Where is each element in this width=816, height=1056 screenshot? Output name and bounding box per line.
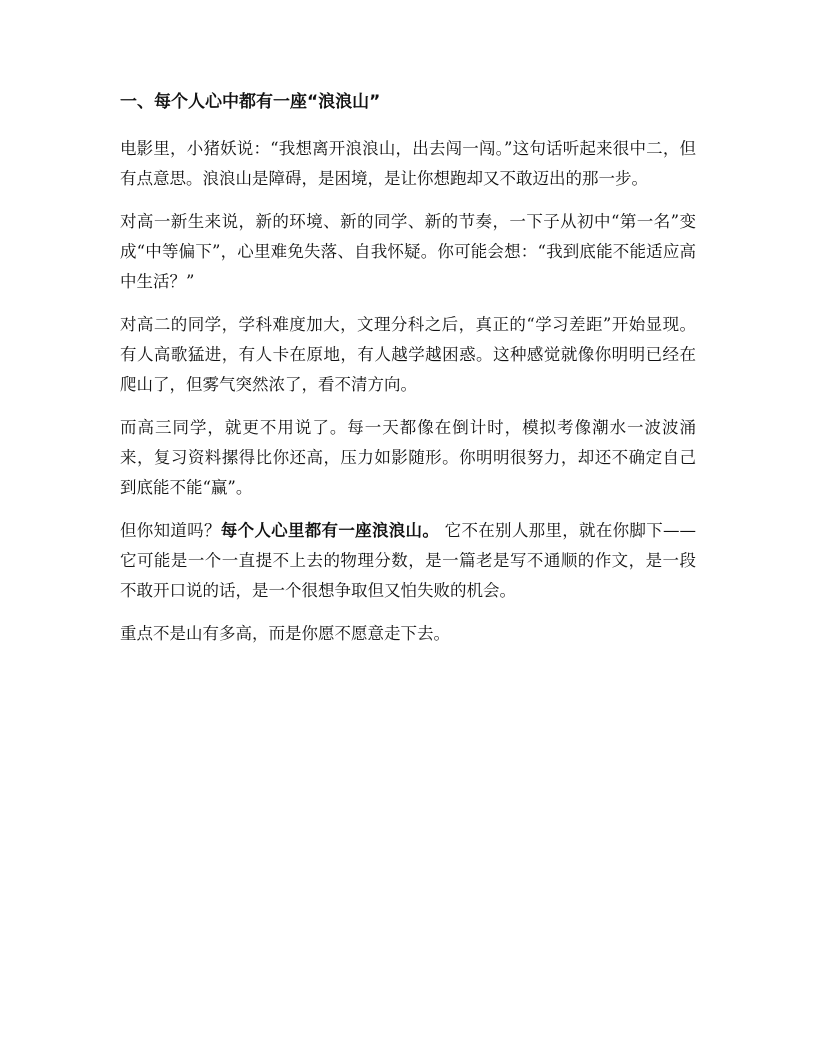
paragraph-key-point <box>120 516 696 606</box>
paragraph-key-point-suffix: 它不在别人那里，就在你脚下——它可能是一个一直提不上去的物理分数，是一篇老是写不通顺的作文，是一段不敢开口说的话，是一个很想争取但又怕失败的机会。 <box>120 521 697 600</box>
paragraph-grade-twelve: 而高三同学，就更不用说了。每一天都像在倒计时，模拟考像潮水一波波涌来，复习资料摞得比你还高，压力如影随形。你明明很努力，却还不确定自己到底能不能“赢”。 <box>120 418 696 497</box>
paragraph-key-point-emphasis: 每个人心里都有一座浪浪山。 <box>220 521 440 540</box>
paragraph-grade-ten: 对高一新生来说，新的环境、新的同学、新的节奏，一下子从初中“第一名”变成“中等偏下”，心里难免失落、自我怀疑。你可能会想：“我到底能不能适应高中生活？” <box>120 212 696 291</box>
paragraph-conclusion: 重点不是山有多高，而是你愿不愿意走下去。 <box>120 624 450 643</box>
paragraph-key-point-prefix: 但你知道吗？ <box>120 521 221 540</box>
section-heading: 一、每个人心中都有一座“浪浪山” <box>120 92 381 112</box>
paragraph-movie-quote: 电影里，小猪妖说：“我想离开浪浪山，出去闯一闯。”这句话听起来很中二，但有点意思。浪浪山是障碍，是困境，是让你想跑却又不敢迈出的那一步。 <box>120 139 696 188</box>
paragraph-grade-eleven: 对高二的同学，学科难度加大，文理分科之后，真正的“学习差距”开始显现。有人高歌猛进，有人卡在原地，有人越学越困惑。这种感觉就像你明明已经在爬山了，但雾气突然浓了，看不清方向。 <box>120 315 696 394</box>
document-page <box>120 88 696 662</box>
